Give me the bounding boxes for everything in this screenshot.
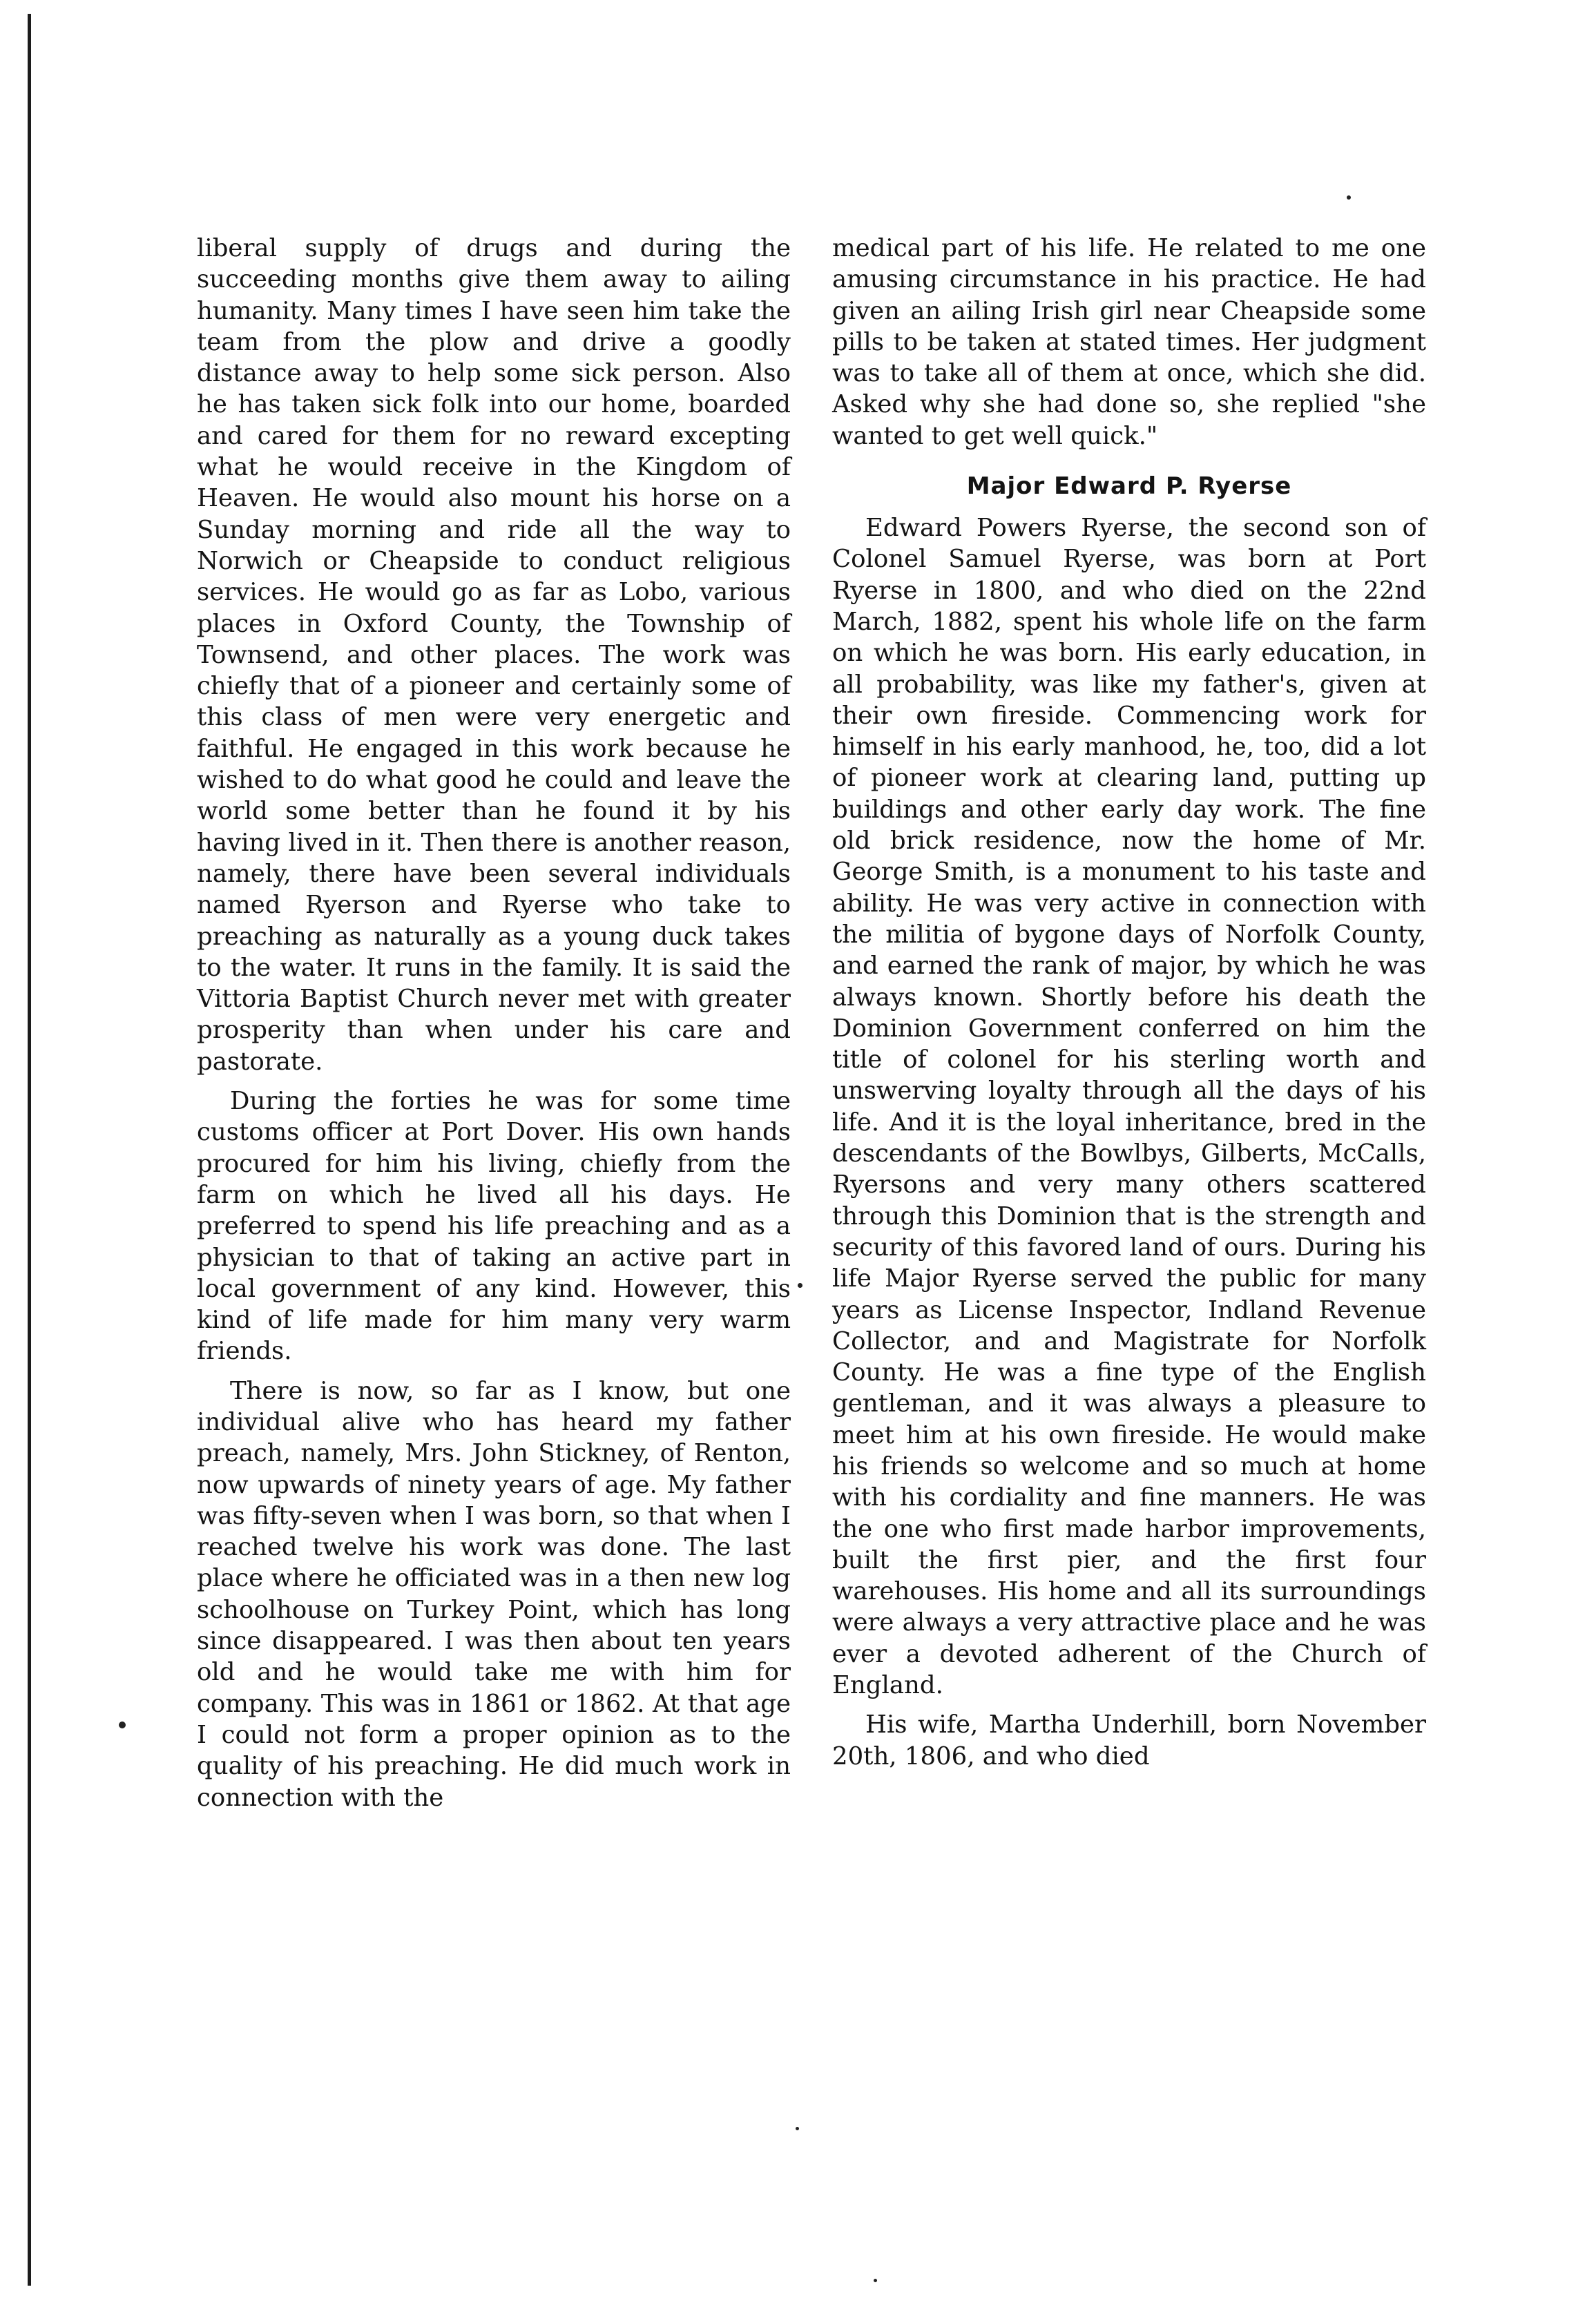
right-column bbox=[832, 233, 1426, 1772]
section-heading: Major Edward P. Ryerse bbox=[966, 472, 1292, 501]
body-paragraph: There is now, so far as I know, but one individual alive who has heard my father preach, namely, Mrs. John Stickney, of Renton, now upwards of ninety years of age. My father was fifty-seven when I was born, so that when I reached twelve his work was done. The last place where he officiated was in a then new log schoolhouse on Turkey Point, which has long since disappeared. I was then about ten years old and he would take me with him for company. This was in 1861 or 1862. At that age I could not form a proper opinion as to the quality of his preaching. He did much work in connection with the bbox=[197, 1376, 791, 1812]
body-paragraph: liberal supply of drugs and during the succeeding months give them away to ailing humanity. Many times I have seen him take the team from the plow and drive a goodly distance away to help some sick person. Also he has taken sick folk into our home, boarded and cared for them for no reward excepting what he would receive in the Kingdom of Heaven. He would also mount his horse on a Sunday morning and ride all the way to Norwich or Cheapside to conduct religious services. He would go as far as Lobo, various places in Oxford County, the Township of Townsend, and other places. The work was chiefly that of a pioneer and certainly some of this class of men were very energetic and faithful. He engaged in this work because he wished to do what good he could and leave the world some better than he found it by his having lived in it. Then there is another reason, namely, there have been several individuals named Ryerson and Ryerse who take to preaching as naturally as a young duck takes to the water. It runs in the family. It is said the Vittoria Baptist Church never met with greater prosperity than when under his care and pastorate. bbox=[197, 234, 791, 1076]
print-speck bbox=[119, 1721, 126, 1728]
print-speck bbox=[796, 2127, 799, 2130]
left-column bbox=[197, 233, 791, 1813]
print-speck bbox=[1347, 195, 1351, 200]
print-speck bbox=[874, 2279, 877, 2282]
body-paragraph: His wife, Martha Underhill, born November 20th, 1806, and who died bbox=[832, 1710, 1426, 1771]
page-edge-rule bbox=[28, 14, 31, 2286]
body-paragraph: During the forties he was for some time customs officer at Port Dover. His own hands procured for him his living, chiefly from the farm on which he lived all his days. He preferred to spend his life preaching and as a physician to that of taking an active part in local government of any kind. However, this kind of life made for him many very warm friends. bbox=[197, 1087, 791, 1366]
body-paragraph: medical part of his life. He related to me one amusing circumstance in his practice. He had given an ailing Irish girl near Cheapside some pills to be taken at stated times. Her judgment was to take all of them at once, which she did. Asked why she had done so, she replied "she wanted to get well quick." bbox=[832, 234, 1426, 450]
body-paragraph: Edward Powers Ryerse, the second son of Colonel Samuel Ryerse, was born at Port Ryerse in 1800, and who died on the 22nd March, 1882, spent his whole life on the farm on which he was born. His early education, in all probability, was like my father's, given at their own fireside. Commencing work for himself in his early manhood, he, too, did a lot of pioneer work at clearing land, putting up buildings and other early day work. The fine old brick residence, now the home of Mr. George Smith, is a monument to his taste and ability. He was very active in connection with the militia of bygone days of Norfolk County, and earned the rank of major, by which he was always known. Shortly before his death the Dominion Government conferred on him the title of colonel for his sterling worth and unswerving loyalty through all the days of his life. And it is the loyal inheritance, bred in the descendants of the Bowlbys, Gilberts, McCalls, Ryersons and very many others scattered through this Dominion that is the strength and security of this favored land of ours. During his life Major Ryerse served the public for many years as License Inspector, Indland Revenue Collector, and and Magistrate for Norfolk County. He was a fine type of the English gentleman, and it was always a pleasure to meet him at his own fireside. He would make his friends so welcome and so much at home with his cordiality and fine manners. He was the one who first made harbor improvements, built the first pier, and the first four warehouses. His home and all its surroundings were always a very attractive place and he was ever a devoted adherent of the Church of England. bbox=[832, 514, 1426, 1700]
print-speck bbox=[798, 1283, 802, 1288]
